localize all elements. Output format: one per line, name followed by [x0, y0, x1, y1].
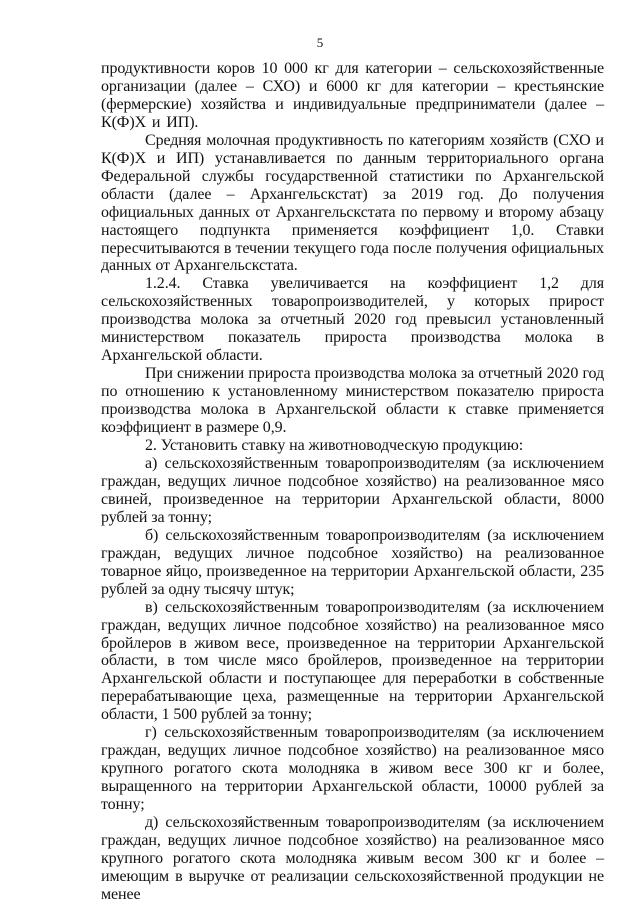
paragraph-productivity-continued: продуктивности коров 10 000 кг для категории – сельскохозяйственные организации (далее – СХО) и 6000 кг для категории – крестьянские (фермерские) хозяйства и индивидуальные предприниматели (далее – К(Ф)Х и ИП). [101, 60, 604, 131]
paragraph-average-milk-productivity: Средняя молочная продуктивность по категориям хозяйств (СХО и К(Ф)Х и ИП) устанавливается по данным территориального органа Федеральной службы государственной статистики по Архангельской области (далее – Архангельскстат) за 2019 год. До получения официальных данных от Архангельскстата по первому и второму абзацу настоящего подпункта применяется коэффициент 1,0. Ставки пересчитываются в течении текущего года после получения официальных данных от Архангельскстата. [101, 131, 604, 275]
paragraph-milk-growth-decrease: При снижении прироста производства молока за отчетный 2020 год по отношению к установленному министерством показателю прироста производства молока в Архангельской области к ставке применяется коэффициент в размере 0,9. [101, 365, 604, 437]
paragraph-a-pork: а) сельскохозяйственным товаропроизводителям (за исключением граждан, ведущих личное подсобное хозяйство) на реализованное мясо свиней, произведенное на территории Архангельской области, 8000 рублей за тонну; [101, 454, 604, 526]
paragraph-1-2-4-rate-increase: 1.2.4. Ставка увеличивается на коэффициент 1,2 для сельскохозяйственных товаропроизводителей, у которых прирост производства молока за отчетный 2020 год превысил установленный министерством показатель прироста производства молока в Архангельской области. [101, 275, 604, 365]
paragraph-d-cattle-revenue: д) сельскохозяйственным товаропроизводителям (за исключением граждан, ведущих личное подсобное хозяйство) на реализованное мясо крупного рогатого скота молодняка живым весом 300 кг и более – имеющим в выручке от реализации сельскохозяйственной продукции не менее [101, 814, 604, 903]
paragraph-b-eggs: б) сельскохозяйственным товаропроизводителям (за исключением граждан, ведущих личное подсобное хозяйство) на реализованное товарное яйцо, произведенное на территории Архангельской области, 235 рублей за одну тысячу штук; [101, 526, 604, 598]
paragraph-v-broilers: в) сельскохозяйственным товаропроизводителям (за исключением граждан, ведущих личное подсобное хозяйство) на реализованное мясо бройлеров в живом весе, произведенное на территории Архангельской области, в том числе мясо бройлеров, произведенное на территории Архангельской области и поступающее для переработки в собственные перерабатывающие цеха, размещенные на территории Архангельской области, 1 500 рублей за тонну; [101, 598, 604, 724]
page-number: 5 [316, 35, 324, 50]
document-body [101, 60, 604, 904]
paragraph-2-livestock-rate: 2. Установить ставку на животноводческую продукцию: [145, 437, 524, 455]
paragraph-g-cattle: г) сельскохозяйственным товаропроизводителям (за исключением граждан, ведущих личное подсобное хозяйство) на реализованное мясо крупного рогатого скота молодняка в живом весе 300 кг и более, выращенного на территории Архангельской области, 10000 рублей за тонну; [101, 724, 604, 814]
